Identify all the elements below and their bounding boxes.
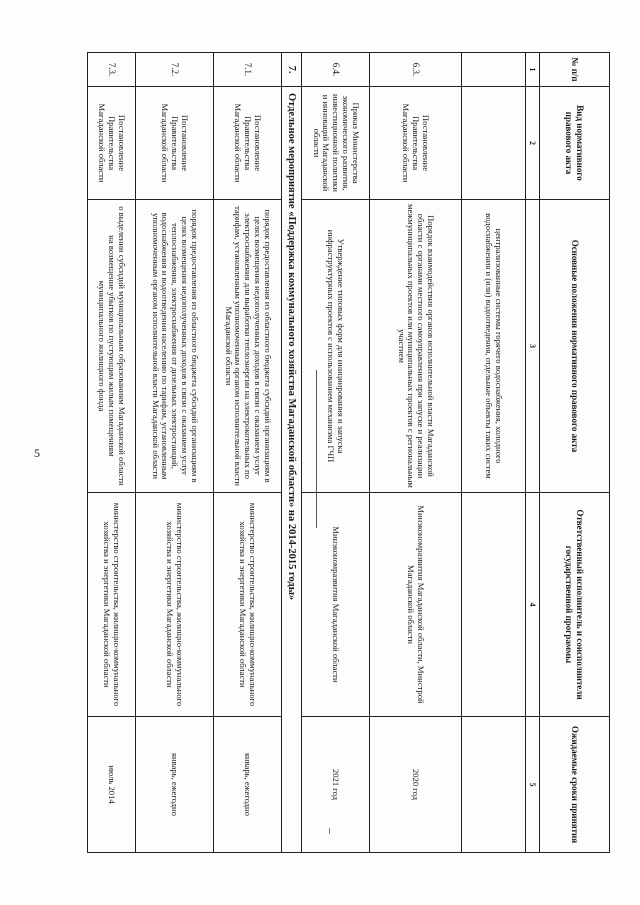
row-num: 6.4.	[301, 53, 369, 87]
row-num: 7.2.	[135, 53, 213, 87]
row-provisions: Порядок взаимодействия органов исполнительной власти Магаданской области с органами местного самоуправления при запуске и реализации межмуниципальных проектов или муниципальных проектов с региональным участием	[369, 200, 461, 493]
section-title: Отдельное мероприятие «Поддержка коммунального хозяйства Магаданской области» на 2014-2015 годы»	[281, 87, 301, 853]
header-provisions: Основные положения нормативного правового акта	[540, 200, 610, 493]
row-deadline	[461, 717, 525, 853]
row-responsible: министерство строительства, жилищно-коммунального хозяйства и энергетики Магаданской области	[87, 493, 135, 717]
row-act-type: Постановление Правительства Магаданской области	[369, 87, 461, 200]
row-provisions: Утверждение типовых форм для инициирования и запуска инфраструктурных проектов с использованием механизма ГЧП	[301, 200, 369, 493]
table-row	[369, 53, 461, 853]
column-number: 1	[525, 53, 539, 87]
row-responsible: Минэкономразвития Магаданской области, Минстрой Магаданской области	[369, 493, 461, 717]
row-provisions: порядок предоставления из областного бюджета субсидий организациям в целях возмещения недополученных доходов в связи с оказанием услуг теплоснабжения, электроснабжения от дизельных электростанций, водоснабжения и водоотведения населению по тарифам, установленным уполномоченным органом исполнительной власти Магаданской области	[135, 200, 213, 493]
row-provisions: централизованные системы горячего водоснабжения, холодного водоснабжения и (или) водоотведения, отдельные объекты таких систем	[461, 200, 525, 493]
row-num: 7.3.	[87, 53, 135, 87]
header-type: Вид нормативного правового акта	[540, 87, 610, 200]
row-num	[461, 53, 525, 87]
table-row	[213, 53, 281, 853]
header-deadline: Ожидаемые сроки принятия	[540, 717, 610, 853]
header-responsible: Ответственный исполнитель и соисполнители государственной программы	[540, 493, 610, 717]
row-act-type	[461, 87, 525, 200]
table-row	[301, 53, 369, 853]
scan-mark	[329, 828, 330, 834]
row-num: 7.1.	[213, 53, 281, 87]
row-act-type: Постановление Правительства Магаданской области	[87, 87, 135, 200]
column-number: 2	[525, 87, 539, 200]
column-number: 4	[525, 493, 539, 717]
row-responsible: министерство строительства, жилищно-коммунального хозяйства и энергетики Магаданской области	[213, 493, 281, 717]
row-deadline: 2020 год	[369, 717, 461, 853]
table-row	[461, 53, 525, 853]
row-responsible	[461, 493, 525, 717]
legal-acts-table	[87, 52, 610, 853]
row-responsible: министерство строительства, жилищно-коммунального хозяйства и энергетики Магаданской области	[135, 493, 213, 717]
column-number: 5	[525, 717, 539, 853]
header-num: № п/п	[540, 53, 610, 87]
table-row	[135, 53, 213, 853]
row-provisions: о выделении субсидий муниципальным образованиям Магаданской области на возмещение убытков по пустующим жилым помещениям муниципального жилищного фонда	[87, 200, 135, 493]
column-number: 3	[525, 200, 539, 493]
row-act-type: Постановление Правительства Магаданской области	[213, 87, 281, 200]
row-act-type: Постановление Правительства Магаданской области	[135, 87, 213, 200]
column-number-row	[525, 53, 539, 853]
header-row	[540, 53, 610, 853]
row-deadline: 2021 год	[301, 717, 369, 853]
page-number: 5	[34, 446, 40, 460]
row-deadline: июль 2014	[87, 717, 135, 853]
row-act-type: Приказ Министерства экономического развития, инвестиционной политики и инноваций Магаданской области	[301, 87, 369, 200]
section-num: 7.	[281, 53, 301, 87]
legal-acts-table-rotated	[85, 52, 610, 852]
section-row	[281, 53, 301, 853]
row-num: 6.3.	[369, 53, 461, 87]
row-deadline: январь, ежегодно	[213, 717, 281, 853]
row-provisions: порядок предоставления из областного бюджета субсидий организациям в целях возмещения недополученных доходов в связи с оказанием услуг электроснабжения для выработки теплоэнергии на электрокотельных по тарифам, установленным уполномоченным органом исполнительной власти Магаданской области	[213, 200, 281, 493]
separator-line	[316, 370, 317, 528]
row-deadline: январь, ежегодно	[135, 717, 213, 853]
table-row	[87, 53, 135, 853]
row-responsible: Минэкономразвития Магаданской области	[301, 493, 369, 717]
